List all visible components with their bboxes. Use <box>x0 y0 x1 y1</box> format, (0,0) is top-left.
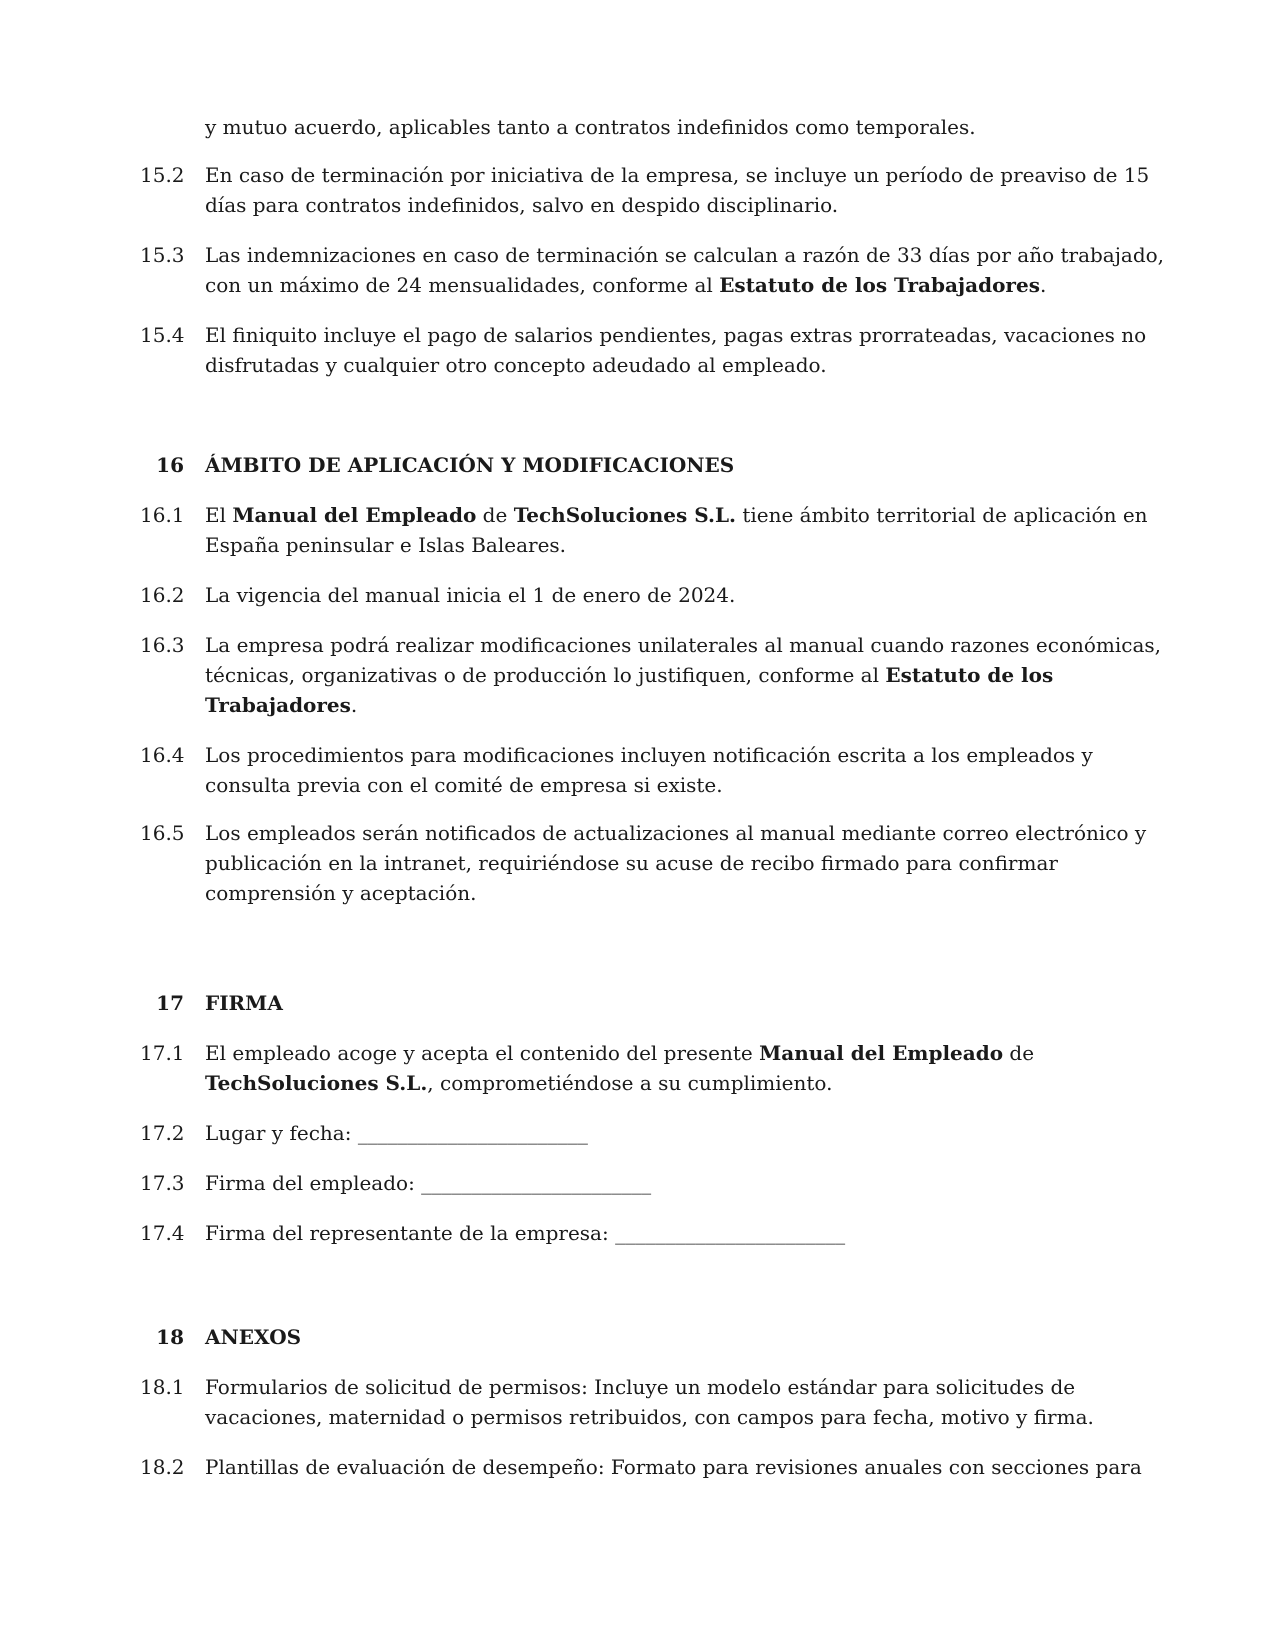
clause-text-line-1: En caso de terminación por iniciativa de la empresa, se incluye un período de preaviso de 15 <box>205 163 1150 187</box>
text-run: El empleado acoge y acepta el contenido del presente <box>205 1041 760 1065</box>
clause-text-line-2: publicación en la intranet, requiriéndose su acuse de recibo firmado para confirmar <box>205 851 1058 875</box>
field-label: Lugar y fecha: <box>205 1121 358 1145</box>
clause-text-line-1: Los empleados serán notificados de actualizaciones al manual mediante correo electrónico y <box>205 821 1147 845</box>
signature-line <box>205 1218 1130 1249</box>
signature-line <box>205 1118 1130 1149</box>
clause-text-line-2 <box>205 270 1130 301</box>
bold-term: Estatuto de los <box>885 663 1054 687</box>
clause-text-line-2: disfrutadas y cualquier otro concepto adeudado al empleado. <box>205 353 827 377</box>
text-run: de <box>476 503 514 527</box>
text-run: tiene ámbito territorial de aplicación en <box>735 503 1148 527</box>
clause-number: 18.2 <box>140 1455 185 1479</box>
clause-number: 15.2 <box>140 163 185 187</box>
clause-number: 15.4 <box>140 323 185 347</box>
employee-signature-blank[interactable]: _______________________ <box>421 1171 652 1195</box>
bold-term: Manual del Empleado <box>759 1041 1004 1065</box>
clause-text: y mutuo acuerdo, aplicables tanto a contratos indefinidos como temporales. <box>205 115 976 139</box>
section-number: 17 <box>156 991 184 1015</box>
clause-text-line-2: vacaciones, maternidad o permisos retribuidos, con campos para fecha, motivo y firma. <box>205 1405 1094 1429</box>
clause-text-line-1: Plantillas de evaluación de desempeño: Formato para revisiones anuales con secciones para <box>205 1455 1142 1479</box>
clause-number: 16.5 <box>140 821 185 845</box>
text-run: técnicas, organizativas o de producción lo justifiquen, conforme al <box>205 663 886 687</box>
clause-text-line-1: La vigencia del manual inicia el 1 de enero de 2024. <box>205 583 736 607</box>
clause-number: 17.3 <box>140 1171 185 1195</box>
clause-text-line-1: La empresa podrá realizar modificaciones unilaterales al manual cuando razones económicas, <box>205 633 1162 657</box>
clause-number: 16.2 <box>140 583 185 607</box>
text-run: de <box>1003 1041 1035 1065</box>
text-run: El <box>205 503 233 527</box>
clause-number: 17.4 <box>140 1221 185 1245</box>
field-label: Firma del empleado: <box>205 1171 422 1195</box>
clause-number: 17.1 <box>140 1041 185 1065</box>
clause-text-line-3: comprensión y aceptación. <box>205 881 477 905</box>
bold-term: TechSoluciones S.L. <box>513 503 736 527</box>
clause-text-line-1 <box>205 500 1148 531</box>
text-run: . <box>1039 273 1047 297</box>
text-run: con un máximo de 24 mensualidades, conforme al <box>205 273 720 297</box>
bold-term: Trabajadores <box>205 693 351 717</box>
section-number: 18 <box>156 1325 184 1349</box>
field-label: Firma del representante de la empresa: <box>205 1221 616 1245</box>
company-signature-blank[interactable]: _______________________ <box>615 1221 846 1245</box>
section-title: ÁMBITO DE APLICACIÓN Y MODIFICACIONES <box>205 453 735 477</box>
clause-text-line-2: consulta previa con el comité de empresa si existe. <box>205 773 723 797</box>
section-title: FIRMA <box>205 991 283 1015</box>
text-run: , comprometiéndose a su cumplimiento. <box>427 1071 833 1095</box>
clause-text-line-2 <box>205 660 1130 691</box>
clause-number: 16.3 <box>140 633 185 657</box>
clause-number: 16.4 <box>140 743 185 767</box>
clause-text-line-1: Las indemnizaciones en caso de terminación se calculan a razón de 33 días por año trabajado, <box>205 243 1165 267</box>
bold-term: TechSoluciones S.L. <box>205 1071 428 1095</box>
clause-number: 18.1 <box>140 1375 185 1399</box>
clause-number: 16.1 <box>140 503 185 527</box>
clause-text-line-2: días para contratos indefinidos, salvo en despido disciplinario. <box>205 193 839 217</box>
signature-line <box>205 1168 1130 1199</box>
clause-text-line-2: España peninsular e Islas Baleares. <box>205 533 567 557</box>
date-place-blank[interactable]: _______________________ <box>357 1121 588 1145</box>
clause-text-line-1: Los procedimientos para modificaciones incluyen notificación escrita a los empleados y <box>205 743 1093 767</box>
clause-text-line-1 <box>205 1038 1130 1069</box>
bold-term: Manual del Empleado <box>232 503 477 527</box>
clause-number: 17.2 <box>140 1121 185 1145</box>
section-title: ANEXOS <box>205 1325 302 1349</box>
clause-text-line-2 <box>205 1068 1130 1099</box>
bold-term: Estatuto de los Trabajadores <box>719 273 1040 297</box>
clause-text-line-1: Formularios de solicitud de permisos: Incluye un modelo estándar para solicitudes de <box>205 1375 1076 1399</box>
text-run: . <box>350 693 358 717</box>
clause-number: 15.3 <box>140 243 185 267</box>
clause-text-line-3 <box>205 690 1130 721</box>
section-number: 16 <box>156 453 184 477</box>
clause-text-line-1: El finiquito incluye el pago de salarios pendientes, pagas extras prorrateadas, vacaciones no <box>205 323 1147 347</box>
